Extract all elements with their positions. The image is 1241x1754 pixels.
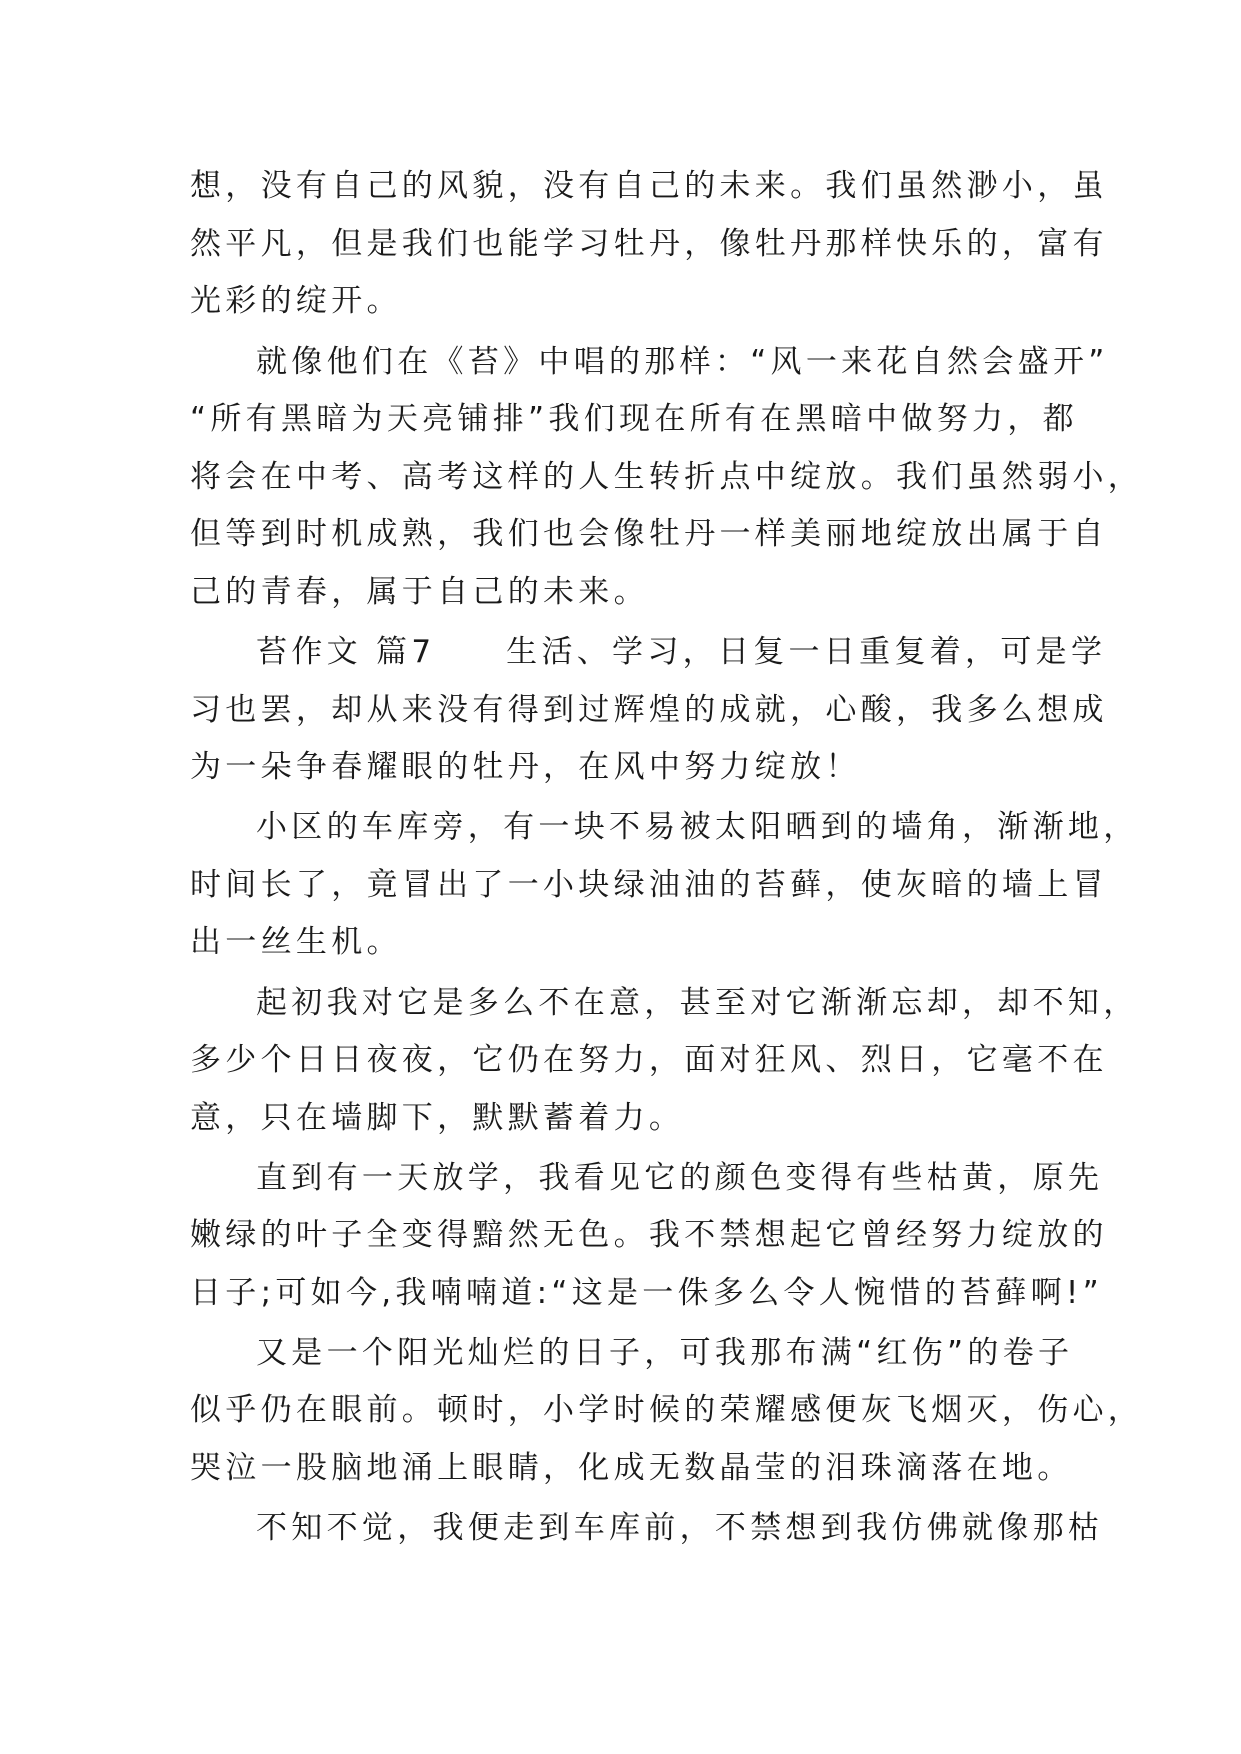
text-line-16: 多少个日日夜夜，它仍在努力，面对狂风、烈日，它毫不在 (190, 1042, 1108, 1078)
text-line-6: 将会在中考、高考这样的人生转折点中绽放。我们虽然弱小， (190, 459, 1144, 495)
text-line-5: “所有黑暗为天亮铺排”我们现在所有在黑暗中做努力，都 (190, 401, 1078, 437)
text-line-14: 出一丝生机。 (190, 924, 402, 960)
text-line-24: 不知不觉，我便走到车库前，不禁想到我仿佛就像那枯 (256, 1510, 1104, 1546)
text-line-2: 然平凡，但是我们也能学习牡丹，像牡丹那样快乐的，富有 (190, 226, 1108, 262)
text-line-23: 哭泣一股脑地涌上眼睛，化成无数晶莹的泪珠滴落在地。 (190, 1450, 1073, 1486)
text-line-7: 但等到时机成熟，我们也会像牡丹一样美丽地绽放出属于自 (190, 516, 1108, 552)
text-line-18: 直到有一天放学，我看见它的颜色变得有些枯黄，原先 (256, 1160, 1104, 1196)
text-line-4: 就像他们在《苔》中唱的那样：“风一来花自然会盛开” (256, 344, 1109, 380)
text-line-10: 习也罢，却从来没有得到过辉煌的成就，心酸，我多么想成 (190, 692, 1108, 728)
text-line-20: 日子;可如今,我喃喃道:“这是一侏多么令人惋惜的苔藓啊!” (190, 1275, 1103, 1311)
text-line-19: 嫩绿的叶子全变得黯然无色。我不禁想起它曾经努力绽放的 (190, 1217, 1108, 1253)
text-line-21: 又是一个阳光灿烂的日子，可我那布满“红伤”的卷子 (256, 1335, 1074, 1371)
text-line-3: 光彩的绽开。 (190, 283, 402, 319)
text-line-1: 想，没有自己的风貌，没有自己的未来。我们虽然渺小，虽 (190, 168, 1108, 204)
text-line-8: 己的青春，属于自己的未来。 (190, 574, 649, 610)
section-heading-line: 苔作文 篇7 生活、学习，日复一日重复着，可是学 (256, 634, 1107, 670)
text-line-13: 时间长了，竟冒出了一小块绿油油的苔藓，使灰暗的墙上冒 (190, 867, 1108, 903)
text-line-12: 小区的车库旁，有一块不易被太阳晒到的墙角，渐渐地， (256, 809, 1139, 845)
text-line-17: 意，只在墙脚下，默默蓄着力。 (190, 1100, 685, 1136)
text-line-11: 为一朵争春耀眼的牡丹，在风中努力绽放！ (190, 749, 861, 785)
text-line-22: 似乎仍在眼前。顿时，小学时候的荣耀感便灰飞烟灭，伤心， (190, 1392, 1144, 1428)
text-line-15: 起初我对它是多么不在意，甚至对它渐渐忘却，却不知， (256, 985, 1139, 1021)
